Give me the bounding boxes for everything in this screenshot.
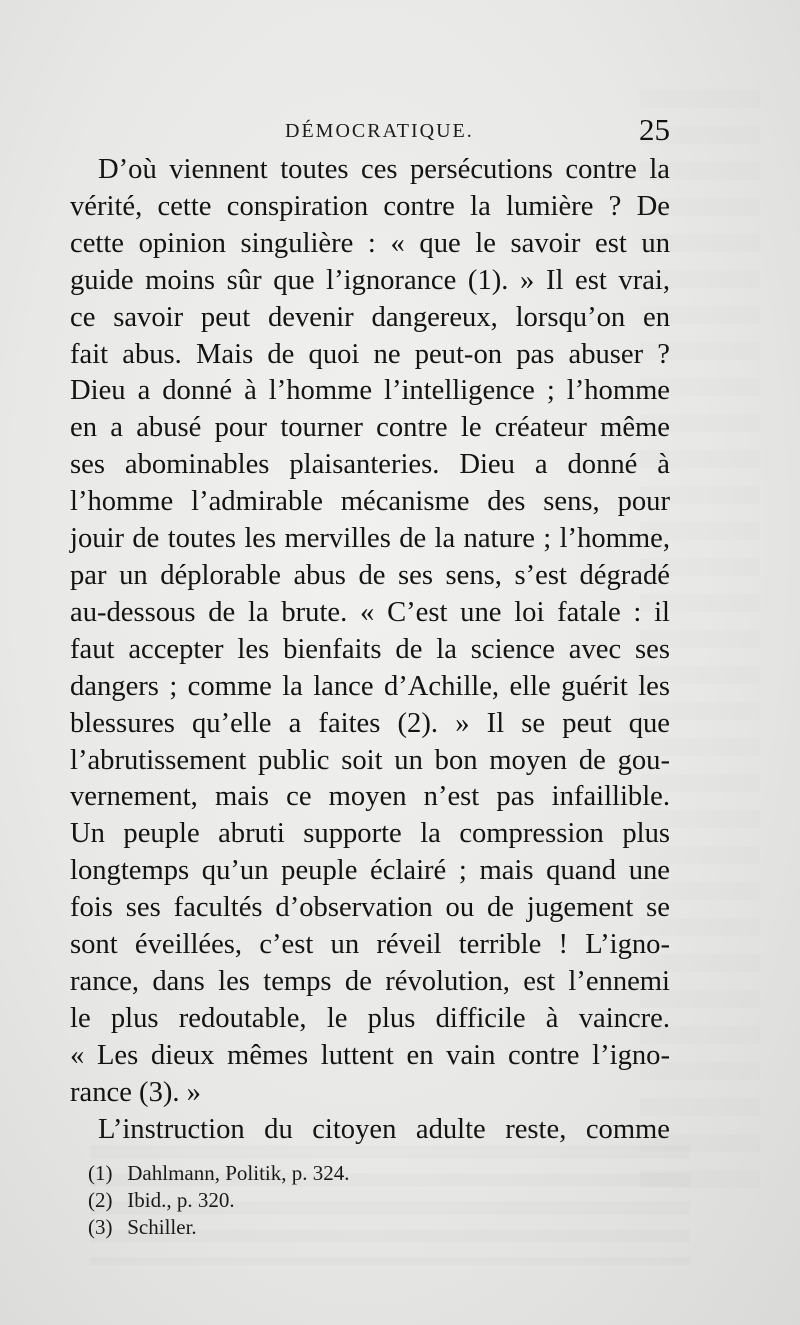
text-line: l’abrutissement public soit un bon moyen de gou- <box>70 744 670 776</box>
text-line: rance, dans les temps de révolution, est l’ennemi <box>70 965 670 997</box>
text-line: jouir de toutes les mervilles de la nature ; l’homme, <box>70 523 670 555</box>
text-line: vérité, cette conspiration contre la lumière ? De <box>70 190 670 222</box>
text-line: faut accepter les bienfaits de la science avec ses <box>70 633 670 665</box>
footnotes <box>88 1160 588 1241</box>
footnote <box>88 1160 588 1187</box>
text-line: vernement, mais ce moyen n’est pas infaillible. <box>70 781 670 813</box>
text-line: l’homme l’admirable mécanisme des sens, pour <box>70 486 670 518</box>
footnote-text: Schiller. <box>127 1215 197 1239</box>
text-line: fois ses facultés d’observation ou de jugement se <box>70 892 670 924</box>
text-line: Dieu a donné à l’homme l’intelligence ; l’homme <box>70 375 670 407</box>
text-line: sont éveillées, c’est un réveil terrible ! L’igno- <box>70 929 670 961</box>
text-line: D’où viennent toutes ces persécutions contre la <box>98 154 670 185</box>
text-line: longtemps qu’un peuple éclairé ; mais quand une <box>70 855 670 887</box>
body-text <box>70 152 670 1148</box>
page-header <box>70 112 670 152</box>
text-line: fait abus. Mais de quoi ne peut-on pas abuser ? <box>70 338 670 370</box>
footnote-number: (3) <box>88 1215 113 1239</box>
text-line: « Les dieux mêmes luttent en vain contre l’igno- <box>70 1039 670 1071</box>
footnote <box>88 1187 588 1214</box>
footnote-text: Dahlmann, Politik, p. 324. <box>127 1161 350 1185</box>
text-line: blessures qu’elle a faites (2). » Il se peut que <box>70 707 670 739</box>
footnote-text: Ibid., p. 320. <box>127 1188 235 1212</box>
footnote <box>88 1214 588 1241</box>
text-line: rance (3). » <box>70 1076 201 1108</box>
page-number: 25 <box>639 112 670 147</box>
text-line: ce savoir peut devenir dangereux, lorsqu’on en <box>70 301 670 333</box>
text-line: L’instruction du citoyen adulte reste, comme <box>98 1113 670 1145</box>
text-line: Un peuple abruti supporte la compression plus <box>70 818 670 850</box>
footnote-number: (2) <box>88 1188 113 1212</box>
text-line: au-dessous de la brute. « C’est une loi fatale : il <box>70 596 670 628</box>
text-line: le plus redoutable, le plus difficile à vaincre. <box>70 1002 670 1034</box>
text-line: dangers ; comme la lance d’Achille, elle guérit les <box>70 670 670 702</box>
footnote-number: (1) <box>88 1161 113 1185</box>
text-line: ses abominables plaisanteries. Dieu a donné à <box>70 449 670 481</box>
text-line: cette opinion singulière : « que le savoir est un <box>70 227 670 259</box>
text-line: par un déplorable abus de ses sens, s’est dégradé <box>70 559 670 591</box>
running-head: DÉMOCRATIQUE. <box>285 120 474 142</box>
text-line: guide moins sûr que l’ignorance (1). » Il est vrai, <box>70 264 670 296</box>
text-line: en a abusé pour tourner contre le créateur même <box>70 412 670 444</box>
